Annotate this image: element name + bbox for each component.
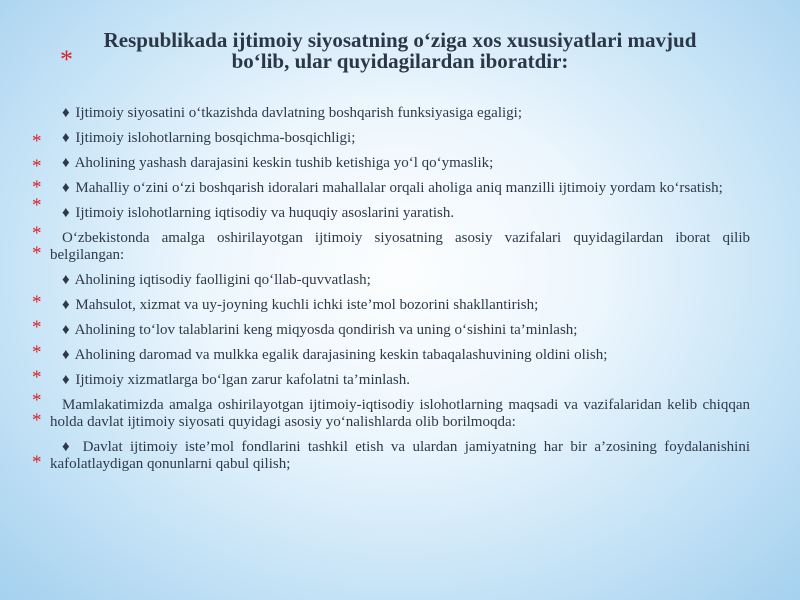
- list-item-text: Ijtimoiy siyosatini o‘tkazishda davlatning boshqarish funksiyasiga egaligi;: [75, 105, 523, 121]
- list-item-text: Ijtimoiy islohotlarning bosqichma-bosqichligi;: [75, 130, 356, 146]
- list-item-text: Mahsulot, xizmat va uy-joyning kuchli ichki iste’mol bozorini shakllantirish;: [75, 297, 539, 313]
- paragraph: [32, 390, 750, 431]
- bullet-icon: ♦: [62, 272, 70, 288]
- list-item-text: Aholining iqtisodiy faolligini qo‘llab-quvvatlash;: [74, 272, 371, 288]
- paragraph: [32, 223, 750, 264]
- list-item-text: Aholining daromad va mulkka egalik darajasining keskin tabaqalashuvining oldini olish;: [74, 347, 608, 363]
- list-item: [32, 155, 750, 177]
- slide-body: [32, 105, 751, 481]
- list-item: [32, 130, 750, 152]
- star-icon: *: [32, 292, 42, 313]
- list-item: [32, 292, 750, 314]
- list-item-text: Ijtimoiy islohotlarning iqtisodiy va huquqiy asoslarini yaratish.: [75, 205, 455, 221]
- list-item-text: Ijtimoiy xizmatlarga bo‘lgan zarur kafolatni ta’minlash.: [75, 372, 411, 388]
- star-icon: *: [32, 243, 42, 264]
- list-item: [32, 317, 750, 339]
- list-item: [50, 272, 750, 289]
- title-star-icon: *: [60, 45, 73, 74]
- paragraph-text: Mamlakatimizda amalga oshirilayotgan ijtimoiy-iqtisodiy islohotlarning maqsadi va vazifalaridan kelib chiqqan holda davlat ijtimoiy siyosati quyidagi asosiy yo‘nalishlarda olib borilmoqda:: [50, 397, 750, 430]
- list-item: [32, 367, 750, 389]
- list-item-text: Mahalliy o‘zini o‘zi boshqarish idoralari mahallalar orqali aholiga aniq manzilli ijtimoiy yordam ko‘rsatish;: [75, 180, 723, 196]
- list-item-text: Aholining to‘lov talablarini keng miqyosda qondirish va uning o‘sishini ta’minlash;: [74, 322, 578, 338]
- star-icon: *: [32, 156, 42, 177]
- list-item-body: [50, 439, 750, 473]
- star-icon: *: [32, 317, 42, 338]
- list-item: [50, 105, 750, 122]
- star-icon: *: [32, 410, 42, 431]
- bullet-icon: ♦: [62, 180, 70, 196]
- star-icon: *: [32, 131, 42, 152]
- list-item: [50, 205, 750, 222]
- list-item-text: Aholining yashash darajasini keskin tushib ketishiga yo‘l qo‘ymaslik;: [74, 155, 494, 171]
- list-item: [32, 342, 750, 364]
- slide-title: [60, 30, 740, 72]
- bullet-icon: ♦: [62, 372, 70, 388]
- list-item-body: [50, 180, 750, 197]
- star-icon: *: [32, 342, 42, 363]
- bullet-icon: ♦: [62, 322, 70, 338]
- bullet-icon: ♦: [62, 205, 70, 221]
- bullet-icon: ♦: [62, 105, 70, 121]
- bullet-icon: ♦: [62, 155, 70, 171]
- star-icon: *: [32, 390, 42, 411]
- bullet-icon: ♦: [62, 439, 74, 455]
- slide-title-line-2: bo‘lib, ular quyidagilardan iboratdir:: [231, 49, 569, 73]
- list-item: [32, 439, 751, 473]
- star-icon: *: [32, 177, 42, 198]
- star-icon: *: [32, 223, 42, 244]
- bullet-icon: ♦: [62, 297, 70, 313]
- slide-title-line-1: Respublikada ijtimoiy siyosatning o‘ziga xos xususiyatlari mavjud: [103, 28, 697, 52]
- bullet-icon: ♦: [62, 347, 70, 363]
- bullet-icon: ♦: [62, 130, 70, 146]
- star-icon: *: [32, 367, 42, 388]
- list-item-text: Davlat ijtimoiy iste’mol fondlarini tashkil etish va ulardan jamiyatning har bir a’zosining foydalanishini kafolatlaydigan qonunlarni qabul qilish;: [50, 439, 751, 472]
- star-icon: *: [32, 195, 42, 216]
- paragraph-text: O‘zbekistonda amalga oshirilayotgan ijtimoiy siyosatning asosiy vazifalari quyidagilardan iborat qilib belgilangan:: [50, 230, 750, 263]
- star-icon: *: [32, 452, 42, 473]
